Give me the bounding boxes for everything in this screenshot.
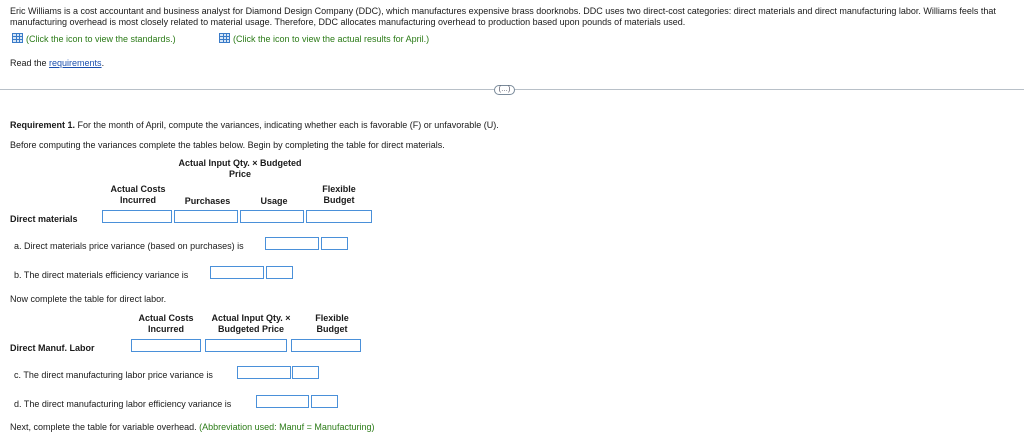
dm-usage-input[interactable] <box>240 210 304 223</box>
dm-flexible-budget-input[interactable] <box>306 210 372 223</box>
labor-header-flexible-budget: Flexible Budget <box>315 313 349 334</box>
requirement-label: Requirement 1. <box>10 120 76 130</box>
header-actual-costs: Actual Costs Incurred <box>110 184 166 205</box>
standards-link[interactable] <box>12 33 176 44</box>
instruction-text: Before computing the variances complete the tables below. Begin by completing the table for direct materials. <box>10 140 445 150</box>
abbreviation-note: (Abbreviation used: Manuf = Manufacturing) <box>199 422 375 432</box>
header-flexible-budget: Flexible Budget <box>322 184 356 205</box>
dm-efficiency-variance-fu-select[interactable] <box>266 266 293 279</box>
dl-flexible-budget-input[interactable] <box>291 339 361 352</box>
next-instruction <box>10 422 374 432</box>
problem-description: Eric Williams is a cost accountant and business analyst for Diamond Design Company (DDC), which manufactures expensive brass doorknobs. DDC uses two direct-cost categories: direct materials and direct manufacturing labor. Williams feels that manufacturing overhead is most closely related to material usage. Therefore, DDC allocates manufacturing overhead to production based upon pounds of materials used. <box>10 6 996 27</box>
read-prefix: Read the <box>10 58 50 68</box>
dm-price-variance-input[interactable] <box>265 237 319 250</box>
read-requirements-line <box>10 58 104 68</box>
header-purchases: Purchases <box>184 196 231 206</box>
dl-price-variance-fu-select[interactable] <box>292 366 319 379</box>
table-icon[interactable] <box>12 33 23 43</box>
actuals-link-label[interactable]: (Click the icon to view the actual results for April.) <box>233 34 430 44</box>
actuals-link[interactable] <box>219 33 429 44</box>
question-c: c. The direct manufacturing labor price variance is <box>14 370 213 380</box>
read-suffix: . <box>101 58 105 68</box>
dl-price-variance-input[interactable] <box>237 366 291 379</box>
requirements-link[interactable]: requirements <box>49 58 102 68</box>
standards-link-label[interactable]: (Click the icon to view the standards.) <box>26 34 176 44</box>
dm-actual-costs-input[interactable] <box>102 210 172 223</box>
header-aq-bp: Actual Input Qty. × Budgeted Price <box>178 158 302 179</box>
labor-intro-text: Now complete the table for direct labor. <box>10 294 167 304</box>
expand-button[interactable]: (…) <box>494 85 515 95</box>
labor-header-actual-costs: Actual Costs Incurred <box>138 313 194 334</box>
dm-efficiency-variance-input[interactable] <box>210 266 264 279</box>
question-a: a. Direct materials price variance (based on purchases) is <box>14 241 244 251</box>
dl-efficiency-variance-fu-select[interactable] <box>311 395 338 408</box>
dl-efficiency-variance-input[interactable] <box>256 395 309 408</box>
requirement-line <box>10 120 499 130</box>
labor-header-aq-bp: Actual Input Qty. × Budgeted Price <box>211 313 291 334</box>
requirement-text: For the month of April, compute the variances, indicating whether each is favorable (F) or unfavorable (U). <box>75 120 499 130</box>
row-label-direct-materials: Direct materials <box>10 214 78 224</box>
row-label-direct-manuf-labor: Direct Manuf. Labor <box>10 343 95 353</box>
question-d: d. The direct manufacturing labor efficiency variance is <box>14 399 232 409</box>
dl-actual-costs-input[interactable] <box>131 339 201 352</box>
header-usage: Usage <box>260 196 288 206</box>
table-icon[interactable] <box>219 33 230 43</box>
dm-purchases-input[interactable] <box>174 210 238 223</box>
dl-aq-bp-input[interactable] <box>205 339 287 352</box>
question-b: b. The direct materials efficiency variance is <box>14 270 189 280</box>
next-instruction-text: Next, complete the table for variable overhead. <box>10 422 200 432</box>
dm-price-variance-fu-select[interactable] <box>321 237 348 250</box>
